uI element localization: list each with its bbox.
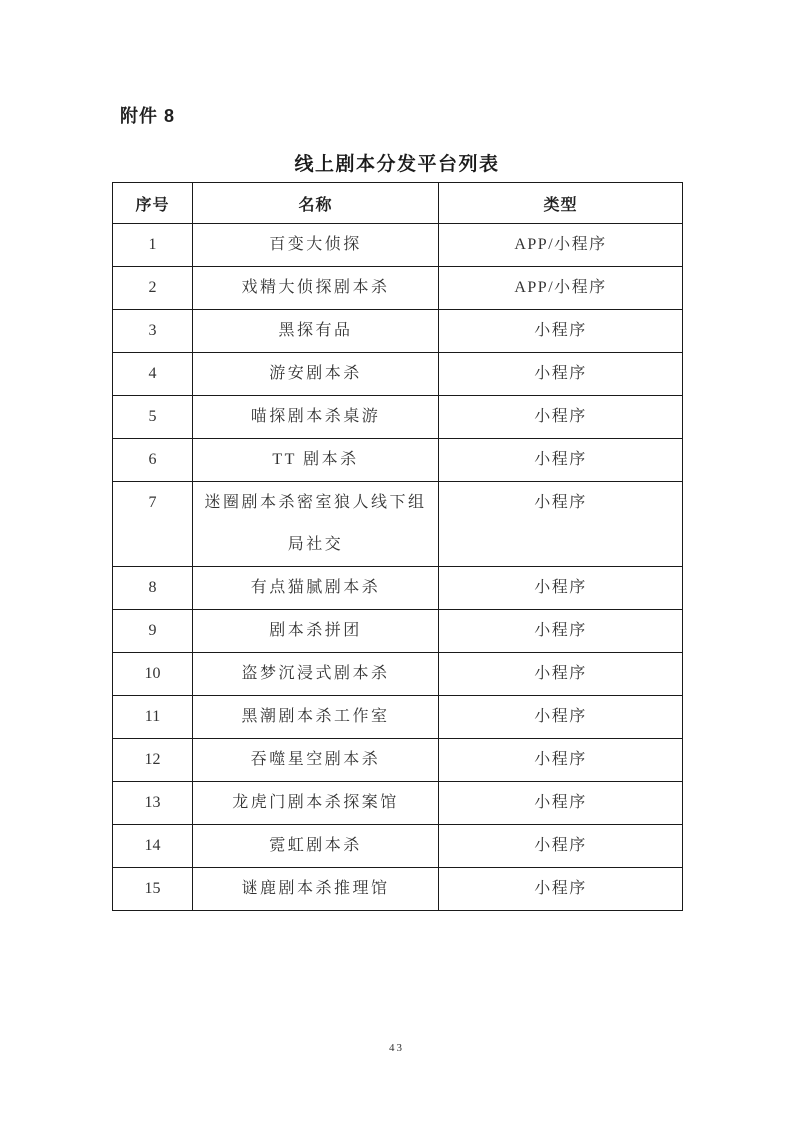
platform-name-cell: 黑探有品 bbox=[193, 310, 439, 353]
platform-name-cell: 有点猫腻剧本杀 bbox=[193, 567, 439, 610]
row-index-cell: 3 bbox=[113, 310, 193, 353]
row-index-cell: 4 bbox=[113, 353, 193, 396]
document-title: 线上剧本分发平台列表 bbox=[294, 154, 500, 175]
row-index-cell: 10 bbox=[113, 653, 193, 696]
row-index-cell: 15 bbox=[113, 868, 193, 911]
platform-type-cell: APP/小程序 bbox=[439, 224, 683, 267]
table-row bbox=[113, 396, 683, 439]
table-header-row bbox=[113, 183, 683, 224]
platform-type-cell: 小程序 bbox=[439, 782, 683, 825]
platform-name-cell: 百变大侦探 bbox=[193, 224, 439, 267]
row-index-cell: 5 bbox=[113, 396, 193, 439]
platform-type-cell: 小程序 bbox=[439, 739, 683, 782]
row-index-cell: 12 bbox=[113, 739, 193, 782]
column-header-type: 类型 bbox=[439, 183, 683, 224]
row-index-cell: 11 bbox=[113, 696, 193, 739]
platform-name-cell: 喵探剧本杀桌游 bbox=[193, 396, 439, 439]
platform-name-cell: 游安剧本杀 bbox=[193, 353, 439, 396]
row-index-cell: 2 bbox=[113, 267, 193, 310]
platform-name-cell: 吞噬星空剧本杀 bbox=[193, 739, 439, 782]
table-row bbox=[113, 739, 683, 782]
platform-name-cell: 龙虎门剧本杀探案馆 bbox=[193, 782, 439, 825]
row-index-cell: 9 bbox=[113, 610, 193, 653]
column-header-index: 序号 bbox=[113, 183, 193, 224]
platform-name-cell: 霓虹剧本杀 bbox=[193, 825, 439, 868]
row-index-cell: 1 bbox=[113, 224, 193, 267]
platform-type-cell: 小程序 bbox=[439, 653, 683, 696]
platform-type-cell: 小程序 bbox=[439, 567, 683, 610]
table-row bbox=[113, 696, 683, 739]
row-index-cell: 14 bbox=[113, 825, 193, 868]
platform-name-cell: 盗梦沉浸式剧本杀 bbox=[193, 653, 439, 696]
table-row bbox=[113, 825, 683, 868]
table-row bbox=[113, 224, 683, 267]
platform-type-cell: 小程序 bbox=[439, 825, 683, 868]
table-row bbox=[113, 267, 683, 310]
platform-type-cell: 小程序 bbox=[439, 439, 683, 482]
table-row bbox=[113, 567, 683, 610]
row-index-cell: 13 bbox=[113, 782, 193, 825]
platform-name-cell: 谜鹿剧本杀推理馆 bbox=[193, 868, 439, 911]
column-header-name: 名称 bbox=[193, 183, 439, 224]
platform-type-cell: 小程序 bbox=[439, 868, 683, 911]
platform-name-cell: TT 剧本杀 bbox=[193, 439, 439, 482]
table-row bbox=[113, 439, 683, 482]
platform-type-cell: 小程序 bbox=[439, 353, 683, 396]
platform-name-cell: 剧本杀拼团 bbox=[193, 610, 439, 653]
table-row bbox=[113, 782, 683, 825]
table-row bbox=[113, 482, 683, 567]
platform-table bbox=[112, 182, 683, 911]
platform-type-cell: 小程序 bbox=[439, 696, 683, 739]
table-row bbox=[113, 610, 683, 653]
platform-type-cell: 小程序 bbox=[439, 310, 683, 353]
table-row bbox=[113, 868, 683, 911]
row-index-cell: 8 bbox=[113, 567, 193, 610]
platform-type-cell: 小程序 bbox=[439, 482, 683, 567]
table-row bbox=[113, 353, 683, 396]
table-row bbox=[113, 310, 683, 353]
page-number: 43 bbox=[389, 1042, 404, 1054]
table-row bbox=[113, 653, 683, 696]
platform-name-cell: 黑潮剧本杀工作室 bbox=[193, 696, 439, 739]
platform-type-cell: 小程序 bbox=[439, 610, 683, 653]
row-index-cell: 6 bbox=[113, 439, 193, 482]
platform-type-cell: 小程序 bbox=[439, 396, 683, 439]
attachment-label: 附件 8 bbox=[120, 106, 176, 126]
platform-name-cell: 戏精大侦探剧本杀 bbox=[193, 267, 439, 310]
row-index-cell: 7 bbox=[113, 482, 193, 567]
platform-name-cell: 迷圈剧本杀密室狼人线下组局社交 bbox=[193, 482, 439, 567]
platform-type-cell: APP/小程序 bbox=[439, 267, 683, 310]
